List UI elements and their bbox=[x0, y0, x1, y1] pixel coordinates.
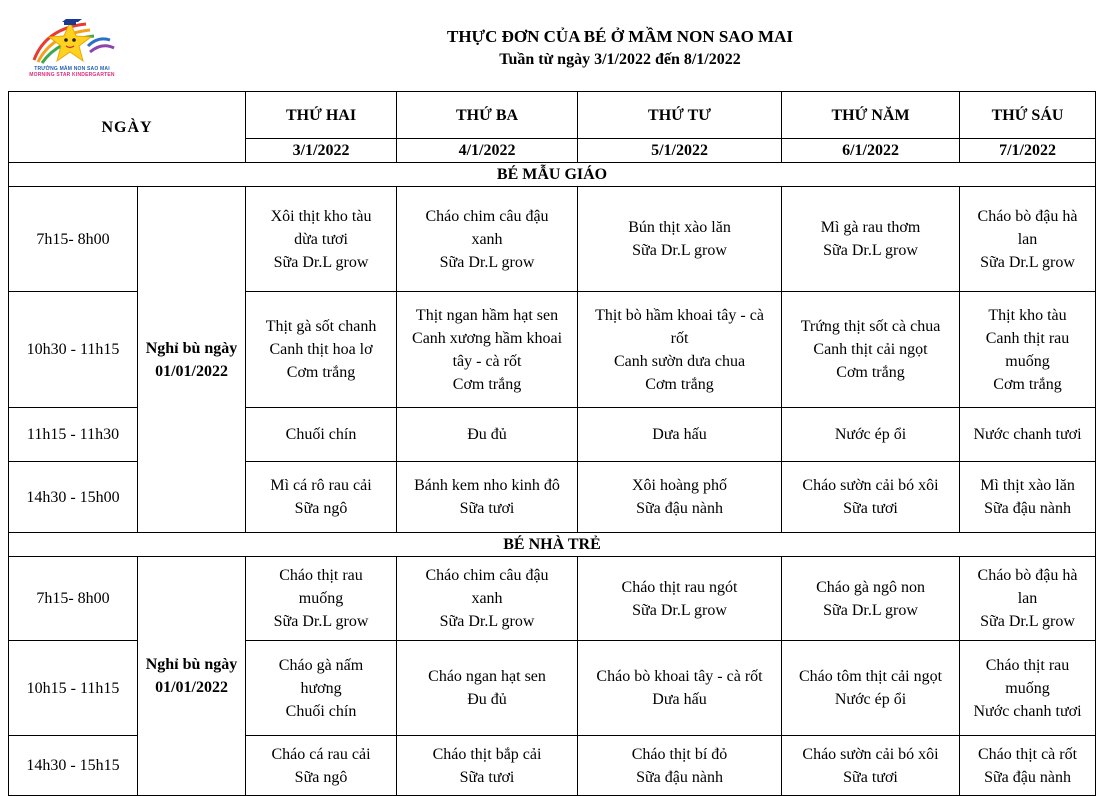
menu-line: Xôi thịt kho tàu bbox=[270, 207, 372, 225]
header-day-date: 6/1/2022 bbox=[782, 139, 960, 163]
menu-line: Sữa Dr.L grow bbox=[980, 613, 1075, 630]
menu-cell bbox=[960, 408, 1096, 462]
menu-line: Nước chanh tươi bbox=[973, 702, 1082, 720]
menu-cell bbox=[782, 557, 960, 641]
header-ngay: NGÀY bbox=[9, 92, 246, 163]
menu-line: Nước ép ổi bbox=[834, 426, 907, 443]
weekly-menu-table bbox=[8, 91, 1096, 796]
menu-line: Sữa đậu nành bbox=[984, 500, 1071, 517]
menu-line: Nghỉ bù ngày bbox=[145, 656, 238, 673]
menu-line: Sữa Dr.L grow bbox=[632, 242, 727, 259]
menu-line: Xôi hoàng phố bbox=[631, 477, 728, 494]
menu-line: Sữa Dr.L grow bbox=[632, 601, 727, 619]
menu-line: Cháo gà ngô non bbox=[816, 578, 925, 596]
menu-cell bbox=[960, 736, 1096, 796]
menu-line: Trứng thịt sốt cà chua bbox=[800, 318, 941, 335]
menu-cell bbox=[960, 187, 1096, 292]
header-day-date: 7/1/2022 bbox=[960, 139, 1096, 163]
menu-line: Cháo bò đậu hà bbox=[977, 207, 1078, 225]
meal-time: 10h30 - 11h15 bbox=[9, 292, 138, 408]
menu-line: 01/01/2022 bbox=[155, 362, 228, 380]
menu-line: Đu đủ bbox=[467, 426, 507, 443]
menu-cell bbox=[960, 462, 1096, 533]
menu-line: Sữa Dr.L grow bbox=[823, 601, 918, 619]
menu-cell bbox=[246, 736, 397, 796]
menu-line: Thịt bò hầm khoai tây - cà bbox=[595, 306, 764, 324]
menu-cell bbox=[782, 187, 960, 292]
menu-cell bbox=[397, 187, 578, 292]
menu-cell bbox=[246, 557, 397, 641]
menu-cell bbox=[397, 736, 578, 796]
menu-line: Sữa tươi bbox=[843, 768, 898, 786]
menu-line: rốt bbox=[670, 329, 689, 347]
menu-cell bbox=[578, 408, 782, 462]
menu-line: Đu đủ bbox=[467, 691, 507, 708]
menu-line: Thịt kho tàu bbox=[988, 306, 1067, 324]
menu-line: Cơm trắng bbox=[286, 364, 356, 381]
menu-line: Canh xương hầm khoai bbox=[412, 329, 563, 347]
menu-cell bbox=[960, 641, 1096, 736]
menu-cell bbox=[246, 187, 397, 292]
header-day-name: THỨ SÁU bbox=[960, 92, 1096, 139]
menu-line: Cháo gà nấm bbox=[278, 656, 364, 674]
menu-line: muống bbox=[1005, 679, 1050, 697]
menu-line: Sữa ngô bbox=[294, 500, 348, 517]
page-title: THỰC ĐƠN CỦA BÉ Ở MẦM NON SAO MAI bbox=[447, 27, 793, 46]
menu-line: Mì gà rau thơm bbox=[820, 219, 921, 236]
school-logo bbox=[26, 16, 118, 80]
header-day-name: THỨ BA bbox=[397, 92, 578, 139]
menu-line: Cháo thịt rau ngót bbox=[621, 578, 738, 596]
page-subtitle: Tuần từ ngày 3/1/2022 đến 8/1/2022 bbox=[499, 51, 741, 68]
menu-cell bbox=[246, 462, 397, 533]
header-row-days bbox=[9, 92, 1096, 139]
menu-line: Sữa Dr.L grow bbox=[823, 242, 918, 259]
menu-line: Sữa tươi bbox=[843, 500, 898, 517]
menu-line: Cháo bò khoai tây - cà rốt bbox=[596, 668, 763, 685]
menu-line: Cháo thịt cà rốt bbox=[977, 745, 1078, 763]
section-title: BÉ MẪU GIÁO bbox=[9, 163, 1096, 187]
meal-time: 7h15- 8h00 bbox=[9, 187, 138, 292]
menu-cell bbox=[782, 292, 960, 408]
menu-line: Cháo cá rau cải bbox=[271, 745, 371, 763]
menu-line: lan bbox=[1017, 590, 1038, 607]
menu-line: Cơm trắng bbox=[452, 375, 522, 393]
menu-line: Cháo tôm thịt cải ngọt bbox=[798, 668, 943, 685]
menu-cell bbox=[782, 408, 960, 462]
menu-line: Canh thịt hoa lơ bbox=[269, 341, 373, 358]
meal-time: 11h15 - 11h30 bbox=[9, 408, 138, 462]
menu-line: Cháo ngan hạt sen bbox=[428, 668, 546, 685]
menu-line: Mì cá rô rau cải bbox=[270, 477, 372, 494]
menu-line: tây - cà rốt bbox=[452, 352, 522, 370]
menu-line: Cháo thịt rau bbox=[279, 567, 363, 584]
menu-line: Cơm trắng bbox=[836, 364, 905, 381]
menu-line: muống bbox=[298, 590, 344, 607]
menu-cell bbox=[397, 557, 578, 641]
menu-cell bbox=[397, 641, 578, 736]
header-day-name: THỨ HAI bbox=[246, 92, 397, 139]
menu-cell bbox=[960, 557, 1096, 641]
meal-row bbox=[9, 557, 1096, 641]
menu-line: Cháo thịt rau bbox=[985, 656, 1070, 674]
menu-cell bbox=[578, 641, 782, 736]
menu-line: hương bbox=[300, 679, 342, 697]
menu-line: dừa tươi bbox=[294, 230, 348, 248]
menu-line: Mì thịt xào lăn bbox=[980, 477, 1075, 494]
header-day-date: 3/1/2022 bbox=[246, 139, 397, 163]
menu-cell bbox=[578, 462, 782, 533]
menu-line: Sữa Dr.L grow bbox=[273, 613, 369, 630]
menu-line: Cháo sườn cải bó xôi bbox=[802, 745, 939, 763]
menu-cell bbox=[246, 408, 397, 462]
menu-cell bbox=[246, 641, 397, 736]
menu-line: Sữa Dr.L grow bbox=[980, 253, 1075, 271]
menu-line: Sữa tươi bbox=[459, 500, 515, 517]
menu-line: Sữa đậu nành bbox=[984, 768, 1071, 786]
menu-cell bbox=[782, 736, 960, 796]
menu-line: Chuối chín bbox=[285, 702, 357, 720]
logo-school-name: TRƯỜNG MẦM NON SAO MAI bbox=[34, 66, 110, 72]
menu-line: Canh thịt rau bbox=[985, 329, 1070, 347]
menu-cell bbox=[578, 736, 782, 796]
menu-line: Sữa ngô bbox=[294, 768, 348, 786]
menu-line: Cháo sườn cải bó xôi bbox=[802, 477, 939, 494]
meal-time: 10h15 - 11h15 bbox=[9, 641, 138, 736]
header-day-name: THỨ TƯ bbox=[578, 92, 782, 139]
menu-line: Sữa đậu nành bbox=[636, 768, 723, 786]
menu-line: Sữa Dr.L grow bbox=[273, 253, 369, 271]
menu-line: Dưa hấu bbox=[652, 426, 707, 443]
menu-line: Nước chanh tươi bbox=[973, 426, 1082, 443]
menu-line: Canh sườn dưa chua bbox=[613, 352, 746, 370]
meal-row bbox=[9, 187, 1096, 292]
meal-time: 14h30 - 15h15 bbox=[9, 736, 138, 796]
menu-line: Thịt ngan hầm hạt sen bbox=[415, 306, 559, 324]
menu-line: Sữa Dr.L grow bbox=[439, 253, 535, 271]
header-day-date: 4/1/2022 bbox=[397, 139, 578, 163]
menu-cell bbox=[782, 462, 960, 533]
star-mascot-icon bbox=[26, 16, 118, 66]
menu-line: Cháo chim câu đậu bbox=[425, 567, 549, 584]
menu-line: Cháo thịt bắp cải bbox=[432, 745, 542, 763]
menu-line: xanh bbox=[471, 590, 503, 607]
menu-line: Sữa đậu nành bbox=[636, 500, 723, 517]
menu-line: Dưa hấu bbox=[652, 691, 707, 708]
menu-cell bbox=[246, 292, 397, 408]
menu-line: Nước ép ổi bbox=[834, 691, 907, 708]
menu-line: Cơm trắng bbox=[645, 375, 714, 393]
menu-line: Cháo chim câu đậu bbox=[425, 207, 549, 225]
section-title: BÉ NHÀ TRẺ bbox=[9, 533, 1096, 557]
menu-line: Thịt gà sốt chanh bbox=[265, 318, 377, 335]
logo-school-name-english: MORNING STAR KINDERGARTEN bbox=[29, 72, 115, 78]
menu-line: Sữa Dr.L grow bbox=[439, 613, 535, 630]
menu-cell bbox=[397, 462, 578, 533]
menu-cell bbox=[578, 187, 782, 292]
menu-cell bbox=[782, 641, 960, 736]
menu-line: Bánh kem nho kinh đô bbox=[414, 477, 560, 494]
section-row bbox=[9, 533, 1096, 557]
menu-line: Canh thịt cải ngọt bbox=[813, 341, 928, 358]
menu-line: Nghỉ bù ngày bbox=[145, 339, 238, 357]
menu-line: Cháo bò đậu hà bbox=[977, 567, 1078, 584]
menu-cell bbox=[397, 408, 578, 462]
menu-line: Bún thịt xào lăn bbox=[628, 219, 731, 236]
menu-line: muống bbox=[1005, 352, 1050, 370]
section-row bbox=[9, 163, 1096, 187]
header-day-date: 5/1/2022 bbox=[578, 139, 782, 163]
menu-cell bbox=[578, 292, 782, 408]
monday-holiday-note bbox=[138, 557, 246, 796]
menu-cell bbox=[578, 557, 782, 641]
menu-line: Chuối chín bbox=[285, 426, 357, 443]
menu-line: Cháo thịt bí đỏ bbox=[631, 745, 728, 763]
menu-cell bbox=[397, 292, 578, 408]
menu-line: Cơm trắng bbox=[993, 375, 1062, 393]
menu-cell bbox=[960, 292, 1096, 408]
monday-holiday-note bbox=[138, 187, 246, 533]
meal-time: 7h15- 8h00 bbox=[9, 557, 138, 641]
menu-line: xanh bbox=[471, 230, 503, 248]
header-day-name: THỨ NĂM bbox=[782, 92, 960, 139]
menu-line: Sữa tươi bbox=[459, 768, 515, 786]
menu-line: lan bbox=[1017, 230, 1038, 248]
menu-line: 01/01/2022 bbox=[155, 679, 228, 696]
meal-time: 14h30 - 15h00 bbox=[9, 462, 138, 533]
